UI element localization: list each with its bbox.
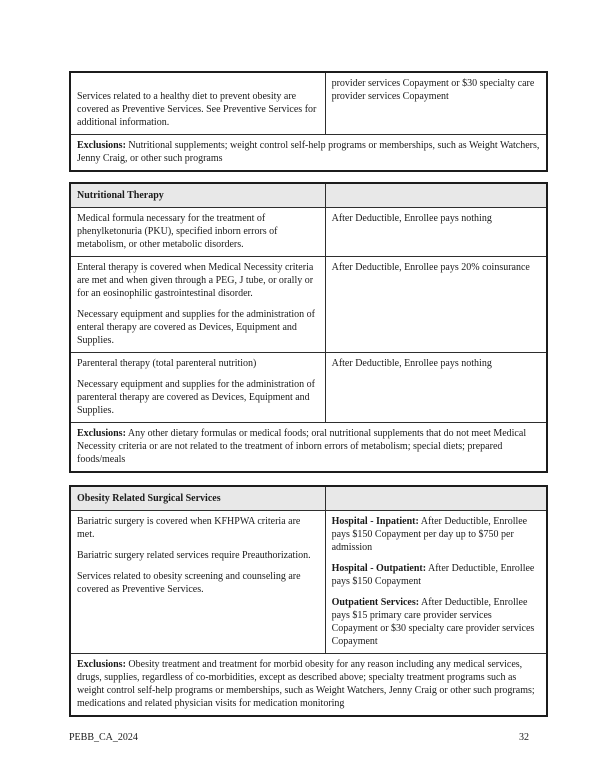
service-paragraph: Services related to a healthy diet to prevent obesity are covered as Preventive Services. See Preventive Services for additional information.: [77, 91, 317, 128]
table-title: Obesity Related Surgical Services: [77, 493, 221, 504]
table-header-row: [71, 184, 546, 207]
exclusions-label: Exclusions:: [77, 140, 126, 151]
cost-share-cell: [326, 353, 546, 422]
table-title-cell: [71, 184, 326, 207]
table-header-row: [71, 487, 546, 510]
cost-paragraph: After Deductible, Enrollee pays nothing: [331, 358, 492, 369]
document-id: PEBB_CA_2024: [69, 732, 138, 743]
service-paragraph: Necessary equipment and supplies for the administration of parenteral therapy are covered as Devices, Equipment and Supplies.: [77, 379, 315, 416]
page-content: [69, 71, 548, 717]
benefits-table-continuation: [69, 71, 548, 172]
table-row: [71, 207, 546, 256]
table-row: [71, 73, 546, 134]
service-cell: [71, 353, 326, 422]
service-paragraph: Parenteral therapy (total parenteral nutrition): [77, 358, 257, 369]
cost-paragraph: [332, 596, 540, 648]
exclusions-row: [71, 653, 546, 715]
exclusions-row: [71, 134, 546, 170]
cost-paragraph: provider services Copayment or $30 specialty care provider services Copayment: [331, 78, 535, 102]
table-title: Nutritional Therapy: [77, 190, 164, 201]
cost-paragraph: [332, 515, 540, 554]
cost-paragraph: After Deductible, Enrollee pays 20% coinsurance: [331, 262, 530, 273]
cost-text: After Deductible, Enrollee pays $150 Copayment per day up to $750 per admission: [331, 516, 528, 553]
table-header-empty-cell: [326, 184, 546, 207]
cost-lead-in: Hospital - Outpatient:: [331, 563, 427, 574]
cost-text: After Deductible, Enrollee pays $150 Copayment: [331, 563, 535, 587]
table-title-cell: [71, 487, 326, 510]
service-cell: [71, 511, 326, 653]
exclusions-text: Nutritional supplements; weight control self-help programs or memberships, such as Weight Watchers, Jenny Craig, or other such programs: [77, 140, 540, 164]
service-paragraph: Bariatric surgery related services require Preauthorization.: [77, 550, 311, 561]
exclusions-row: [71, 422, 546, 471]
cost-share-cell: [326, 511, 546, 653]
benefits-table-nutritional-therapy: [69, 182, 548, 473]
service-paragraph: Bariatric surgery is covered when KFHPWA criteria are met.: [77, 516, 301, 540]
cost-paragraph: [332, 562, 540, 588]
exclusions-text: Obesity treatment and treatment for morbid obesity for any reason including any medical services, drugs, supplies, regardless of co-morbidities, except as described above; specialty treatment programs such as weight control self-help programs or memberships, such as Weight Watchers, Jenny Craig or other such programs; medications and related physician visits for medication monitoring: [77, 659, 535, 709]
table-row: [71, 510, 546, 653]
service-paragraph: Enteral therapy is covered when Medical Necessity criteria are met and when given through a PEG, J tube, or orally or for an eosinophilic gastrointestinal disorder.: [77, 262, 314, 299]
page-footer: [69, 731, 548, 744]
cost-share-cell: [326, 257, 546, 352]
service-cell: [71, 73, 326, 134]
cost-share-cell: [326, 73, 546, 134]
service-cell: [71, 257, 326, 352]
exclusions-text: Any other dietary formulas or medical foods; oral nutritional supplements that do not meet Medical Necessity criteria or are not related to the treatment of inborn errors of metabolism; special diets; prepared foods/meals: [77, 428, 527, 465]
cost-share-cell: [326, 208, 546, 256]
benefits-table-obesity-surgical: [69, 485, 548, 717]
cost-paragraph: After Deductible, Enrollee pays nothing: [331, 213, 492, 224]
service-cell: [71, 208, 326, 256]
service-paragraph: Services related to obesity screening and counseling are covered as Preventive Services.: [77, 571, 301, 595]
table-row: [71, 352, 546, 422]
service-paragraph: Necessary equipment and supplies for the administration of enteral therapy are covered as Devices, Equipment and Supplies.: [77, 309, 315, 346]
table-row: [71, 256, 546, 352]
cost-lead-in: Outpatient Services:: [331, 597, 420, 608]
service-paragraph: Medical formula necessary for the treatment of phenylketonuria (PKU), specified inborn errors of metabolism, or other metabolic disorders.: [77, 213, 278, 250]
exclusions-label: Exclusions:: [77, 659, 126, 670]
page-number: 32: [519, 732, 529, 743]
cost-text: After Deductible, Enrollee pays $15 primary care provider services Copayment or $30 specialty care provider services Copayment: [331, 597, 535, 647]
exclusions-label: Exclusions:: [77, 428, 126, 439]
cost-lead-in: Hospital - Inpatient:: [331, 516, 419, 527]
table-header-empty-cell: [326, 487, 546, 510]
